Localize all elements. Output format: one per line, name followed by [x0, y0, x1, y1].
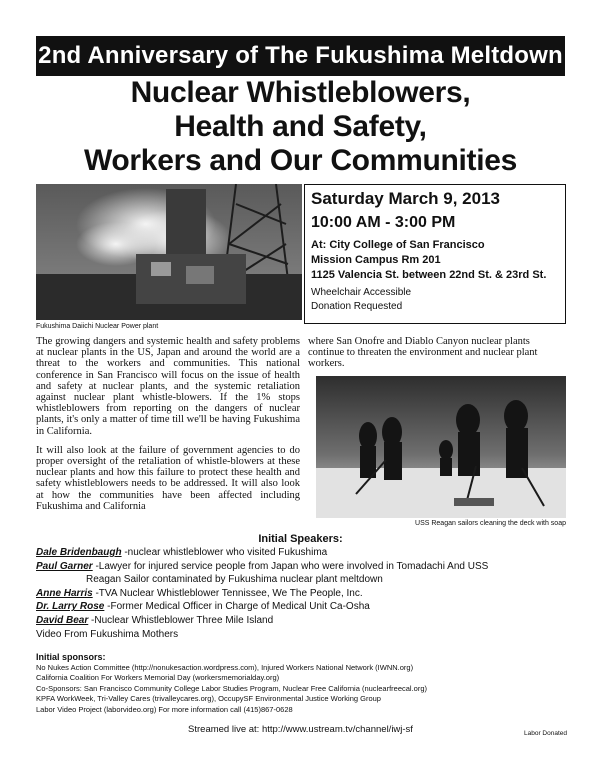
- sponsors-label: Initial sponsors:: [36, 652, 106, 662]
- body-paragraph-3: where San Onofre and Diablo Canyon nuclear plants continue to threaten the environment and nuclear plant workers.: [308, 336, 538, 370]
- body-paragraph-2: It will also look at the failure of government agencies to do proper oversight of the retaliation of whistle-blowers at these nuclear plants and how this failure to protect these health and safety whistleblowers needs to be addressed. It will also look at how the communities have been affected including Fukushima and California: [36, 444, 300, 512]
- event-time: 10:00 AM - 3:00 PM: [311, 214, 456, 231]
- sponsors-line: California Coalition For Workers Memorial Day (workersmemorialday.org): [36, 673, 280, 683]
- sponsors-line: Co-Sponsors: San Francisco Community College Labor Studies Program, Nuclear Free California (nuclearfreecal.org): [36, 683, 427, 693]
- speaker-item: [36, 614, 565, 628]
- accessibility-note: Wheelchair Accessible: [311, 287, 412, 298]
- speaker-name: Paul Garner: [36, 560, 93, 572]
- sponsors-block: [36, 652, 565, 716]
- speaker-name: Anne Harris: [36, 587, 93, 599]
- anniversary-banner: 2nd Anniversary of The Fukushima Meltdown: [36, 36, 565, 76]
- sponsors-line: No Nukes Action Committee (http://nonukesaction.wordpress.com), Injured Workers National Network (IWNN.org): [36, 662, 414, 672]
- labor-donated-credit: Labor Donated: [524, 730, 568, 737]
- sponsors-line: Labor Video Project (laborvideo.org) For more information call (415)867-0628: [36, 704, 293, 714]
- speaker-item: [36, 600, 565, 614]
- speaker-item: [36, 587, 565, 601]
- nuclear-plant-photo: [36, 184, 302, 320]
- page-title: [36, 76, 565, 178]
- event-location: [311, 238, 559, 283]
- body-text-left: [36, 336, 300, 520]
- title-line-2: Health and Safety,: [174, 110, 427, 143]
- speaker-item: [36, 546, 565, 560]
- sailors-photo: [316, 376, 566, 518]
- speaker-desc: -nuclear whistleblower who visited Fukushima: [121, 547, 328, 558]
- sponsors-line: KPFA WorkWeek, Tri-Valley Cares (trivalleycares.org), OccupySF Environmental Justice Working Group: [36, 694, 381, 704]
- speakers-heading: Initial Speakers:: [258, 533, 343, 545]
- photo-caption-plant: Fukushima Daiichi Nuclear Power plant: [36, 323, 159, 330]
- speaker-desc-continued: Reagan Sailor contaminated by Fukushima nuclear plant meltdown: [86, 574, 383, 586]
- location-line-2: Mission Campus Rm 201: [311, 254, 441, 266]
- speaker-name: Dale Bridenbaugh: [36, 547, 122, 558]
- location-line-3: 1125 Valencia St. between 22nd St. & 23rd St.: [311, 269, 547, 281]
- donation-note: Donation Requested: [311, 301, 403, 312]
- speaker-desc: -TVA Nuclear Whistleblower Tennissee, We The People, Inc.: [92, 587, 363, 599]
- event-date: Saturday March 9, 2013: [311, 189, 500, 208]
- body-text-right: [308, 336, 566, 370]
- body-paragraph-1: The growing dangers and systemic health and safety problems at nuclear plants in the US, Japan and around the world are a threat to the workers and communities. This national conference in San Francisco will focus on the issue of health and safety at nuclear plants, and the systemic retaliation against nuclear plant whistle-blowers. If the 1% stops whistleblowers from reporting on the dangers of nuclear plants, it's only a matter of time till we'll be having Fukushima in California.: [36, 336, 300, 437]
- speaker-item: [36, 560, 565, 574]
- speaker-desc: -Nuclear Whistleblower Three Mile Island: [88, 614, 274, 626]
- photo-caption-sailors: USS Reagan sailors cleaning the deck with soap: [415, 520, 566, 527]
- speaker-desc: -Former Medical Officer in Charge of Medical Unit Ca-Osha: [104, 601, 370, 613]
- event-notes: [311, 286, 559, 314]
- stream-url: Streamed live at: http://www.ustream.tv/channel/iwj-sf: [188, 724, 413, 735]
- speaker-desc: -Lawyer for injured service people from Japan who were involved in Tomadachi And USS: [92, 560, 489, 572]
- speakers-list: [36, 546, 565, 641]
- speaker-name: Dr. Larry Rose: [36, 601, 105, 613]
- title-line-1: Nuclear Whistleblowers,: [130, 76, 471, 109]
- event-details-box: [304, 184, 566, 324]
- location-line-1: At: City College of San Francisco: [311, 239, 485, 251]
- video-line: Video From Fukushima Mothers: [36, 628, 179, 640]
- speaker-name: David Bear: [36, 614, 89, 626]
- title-line-3: Workers and Our Communities: [83, 144, 518, 177]
